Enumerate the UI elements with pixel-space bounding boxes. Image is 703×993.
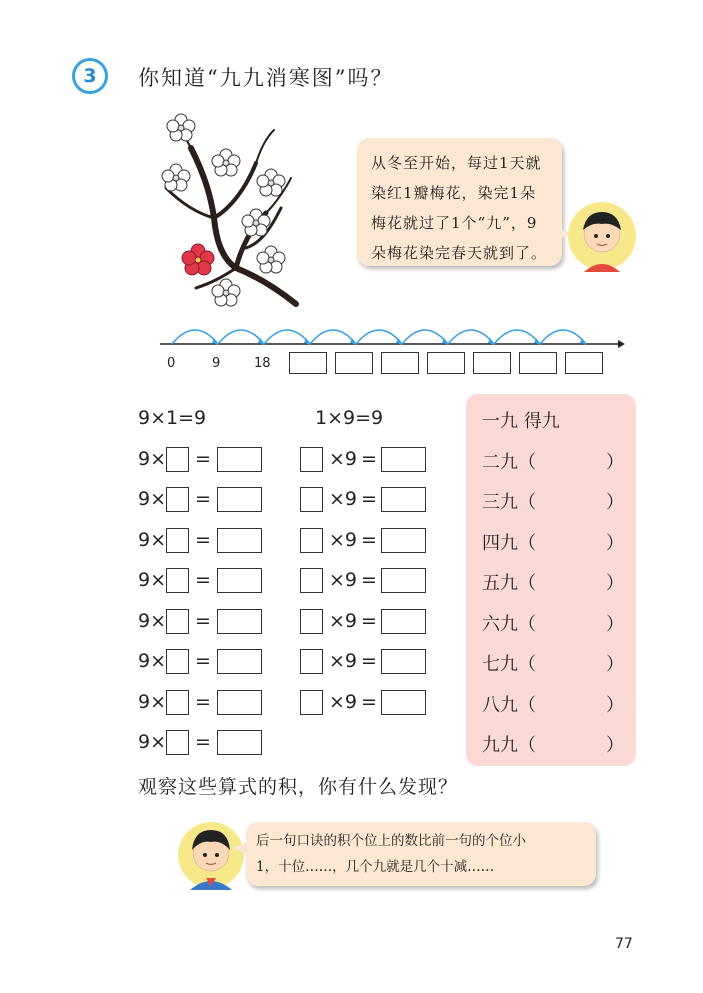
question-text: 观察这些算式的积，你有什么发现？: [138, 776, 459, 798]
times-sign: 9×: [138, 529, 167, 551]
rhyme-text: 二九（: [482, 452, 536, 473]
equals-sign: =: [195, 610, 211, 632]
times-nine: ×9: [329, 448, 358, 470]
times-sign: 9×: [138, 488, 167, 510]
product-box[interactable]: [217, 730, 262, 755]
rhyme-line[interactable]: [482, 650, 624, 676]
rhyme-line[interactable]: [482, 529, 624, 555]
rhyme-line[interactable]: [482, 691, 624, 717]
product-box[interactable]: [381, 690, 426, 715]
equation-left: [138, 729, 262, 755]
rhyme-text: 三九（: [482, 492, 536, 513]
answer-box[interactable]: [473, 352, 511, 374]
factor-box[interactable]: [166, 730, 189, 755]
hint-speech-bubble: [357, 138, 562, 266]
rhyme-line[interactable]: [482, 731, 624, 757]
times-nine: ×9: [329, 691, 358, 713]
rhyme-text: 七九（: [482, 654, 536, 675]
equation-right: [300, 608, 426, 634]
paren-close: ）: [606, 492, 624, 513]
equals-sign: =: [195, 691, 211, 713]
numline-label: 18: [254, 356, 271, 371]
answer-box[interactable]: [519, 352, 557, 374]
rhyme-line[interactable]: [482, 569, 624, 595]
product-box[interactable]: [217, 690, 262, 715]
product-box[interactable]: [381, 528, 426, 553]
equals-sign: =: [195, 569, 211, 591]
equals-sign: =: [195, 529, 211, 551]
factor-box[interactable]: [166, 568, 189, 593]
rhyme-text: 八九（: [482, 695, 536, 716]
factor-box[interactable]: [300, 690, 323, 715]
numline-label: 0: [167, 356, 176, 371]
equals-sign: =: [195, 731, 211, 753]
number-line: [150, 318, 625, 352]
equation-right: [300, 689, 426, 715]
times-sign: 9×: [138, 650, 167, 672]
times-nine: ×9: [329, 569, 358, 591]
equation-left: [138, 689, 262, 715]
hint-line: 朵梅花染完春天就到了。: [371, 244, 548, 262]
answer-box[interactable]: [289, 352, 327, 374]
product-box[interactable]: [381, 447, 426, 472]
equals-sign: =: [361, 488, 377, 510]
speech-line: 后一句口诀的积个位上的数比前一句的个位小: [256, 833, 526, 849]
page-title: 你知道“九九消寒图”吗？: [138, 66, 394, 90]
times-sign: 9×: [138, 448, 167, 470]
rhyme-text: 九九（: [482, 735, 536, 756]
rhyme-text: 一九 得九: [482, 411, 560, 432]
times-sign: 9×: [138, 610, 167, 632]
paren-close: ）: [606, 452, 624, 473]
rhyme-text: 五九（: [482, 573, 536, 594]
paren-close: ）: [606, 654, 624, 675]
equation-right: [300, 567, 426, 593]
equals-sign: =: [361, 529, 377, 551]
factor-box[interactable]: [166, 649, 189, 674]
factor-box[interactable]: [300, 649, 323, 674]
equation-left: [138, 608, 262, 634]
equals-sign: =: [195, 488, 211, 510]
answer-box[interactable]: [381, 352, 419, 374]
product-box[interactable]: [381, 609, 426, 634]
times-nine: ×9: [329, 488, 358, 510]
paren-close: ）: [606, 735, 624, 756]
product-box[interactable]: [217, 649, 262, 674]
factor-box[interactable]: [166, 690, 189, 715]
equals-sign: =: [361, 691, 377, 713]
equation-right: [315, 405, 383, 431]
equals-sign: =: [195, 650, 211, 672]
equation-left: [138, 405, 206, 431]
factor-box[interactable]: [166, 487, 189, 512]
page-number: 77: [615, 936, 633, 952]
product-box[interactable]: [217, 447, 262, 472]
plum-blossom-illustration: [136, 108, 306, 308]
factor-box[interactable]: [300, 609, 323, 634]
equals-sign: =: [361, 650, 377, 672]
equals-sign: =: [361, 569, 377, 591]
equation-right: [300, 648, 426, 674]
factor-box[interactable]: [166, 528, 189, 553]
product-box[interactable]: [381, 568, 426, 593]
hint-line: 染红1瓣梅花，染完1朵: [371, 184, 537, 202]
boy-avatar: [566, 200, 638, 274]
paren-close: ）: [606, 614, 624, 635]
times-nine: ×9: [329, 529, 358, 551]
paren-close: ）: [606, 533, 624, 554]
factor-box[interactable]: [300, 568, 323, 593]
equals-sign: =: [195, 448, 211, 470]
paren-close: ）: [606, 573, 624, 594]
factor-box[interactable]: [300, 447, 323, 472]
product-box[interactable]: [217, 568, 262, 593]
product-box[interactable]: [381, 649, 426, 674]
rhyme-line[interactable]: [482, 448, 624, 474]
numline-label: 9: [212, 356, 221, 371]
boy-avatar: [176, 820, 246, 890]
answer-speech-bubble: [246, 822, 596, 886]
equals-sign: =: [361, 448, 377, 470]
factor-box[interactable]: [166, 609, 189, 634]
equation-right: [300, 446, 426, 472]
factor-box[interactable]: [166, 447, 189, 472]
answer-box[interactable]: [335, 352, 373, 374]
rhyme-text: 四九（: [482, 533, 536, 554]
equation-left: [138, 446, 262, 472]
speech-line: 1，十位……，几个九就是几个十减……: [256, 859, 495, 875]
rhyme-line[interactable]: [482, 488, 624, 514]
times-sign: 9×: [138, 691, 167, 713]
equation-left: [138, 486, 262, 512]
answer-box[interactable]: [427, 352, 465, 374]
equation-left: [138, 567, 262, 593]
factor-box[interactable]: [300, 487, 323, 512]
factor-box[interactable]: [300, 528, 323, 553]
equation-right: [300, 527, 426, 553]
equation-text: 1×9=9: [315, 407, 384, 429]
times-sign: 9×: [138, 731, 167, 753]
rhyme-line[interactable]: [482, 610, 624, 636]
hint-line: 梅花就过了1个“九”，9: [371, 214, 538, 232]
rhyme-line: [482, 407, 624, 433]
times-nine: ×9: [329, 610, 358, 632]
times-nine: ×9: [329, 650, 358, 672]
paren-close: ）: [606, 695, 624, 716]
equals-sign: =: [361, 610, 377, 632]
equation-right: [300, 486, 426, 512]
product-box[interactable]: [381, 487, 426, 512]
product-box[interactable]: [217, 528, 262, 553]
product-box[interactable]: [217, 609, 262, 634]
equation-text: 9×1=9: [138, 407, 207, 429]
section-number-badge: 3: [72, 58, 108, 94]
equation-left: [138, 527, 262, 553]
answer-box[interactable]: [565, 352, 603, 374]
equation-left: [138, 648, 262, 674]
times-sign: 9×: [138, 569, 167, 591]
rhyme-text: 六九（: [482, 614, 536, 635]
product-box[interactable]: [217, 487, 262, 512]
hint-line: 从冬至开始，每过1天就: [371, 154, 542, 172]
